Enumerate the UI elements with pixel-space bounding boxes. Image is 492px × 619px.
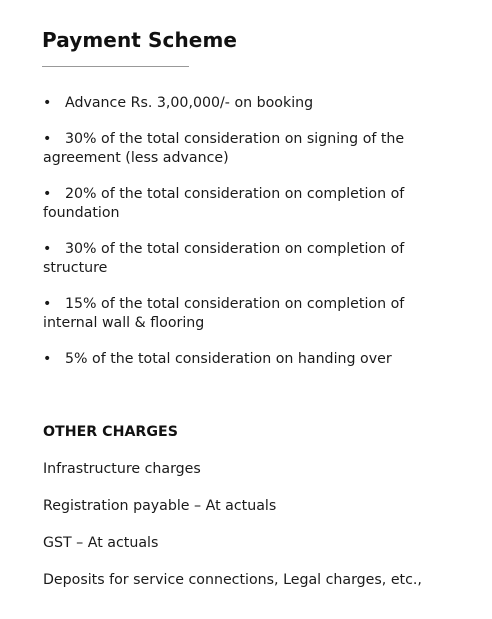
scheme-item-agreement xyxy=(43,130,463,168)
bullet: • xyxy=(43,241,52,257)
scheme-item-text: Advance Rs. 3,00,000/- on booking xyxy=(65,95,314,111)
payment-scheme-list xyxy=(43,94,463,386)
charge-item-gst: GST – At actuals xyxy=(43,535,159,551)
charge-item-registration: Registration payable – At actuals xyxy=(43,498,277,514)
bullet: • xyxy=(43,296,52,312)
bullet: • xyxy=(43,351,52,367)
scheme-item-flooring xyxy=(43,295,463,333)
bullet: • xyxy=(43,95,52,111)
title-underline xyxy=(42,66,189,67)
other-charges-list xyxy=(43,460,483,608)
scheme-item-foundation xyxy=(43,185,463,223)
scheme-item-handover xyxy=(43,350,463,369)
scheme-item-structure xyxy=(43,240,463,278)
scheme-item-booking xyxy=(43,94,463,113)
scheme-item-text: 15% of the total consideration on completion of internal wall & flooring xyxy=(43,296,405,331)
other-charges-heading: OTHER CHARGES xyxy=(43,424,178,440)
bullet: • xyxy=(43,186,52,202)
page-title: Payment Scheme xyxy=(42,28,238,52)
bullet: • xyxy=(43,131,52,147)
scheme-item-text: 30% of the total consideration on completion of structure xyxy=(43,241,405,276)
charge-item-infrastructure: Infrastructure charges xyxy=(43,461,201,477)
scheme-item-text: 20% of the total consideration on completion of foundation xyxy=(43,186,405,221)
scheme-item-text: 5% of the total consideration on handing over xyxy=(65,351,392,367)
charge-item-deposits: Deposits for service connections, Legal charges, etc., xyxy=(43,572,422,588)
scheme-item-text: 30% of the total consideration on signing of the agreement (less advance) xyxy=(43,131,405,166)
